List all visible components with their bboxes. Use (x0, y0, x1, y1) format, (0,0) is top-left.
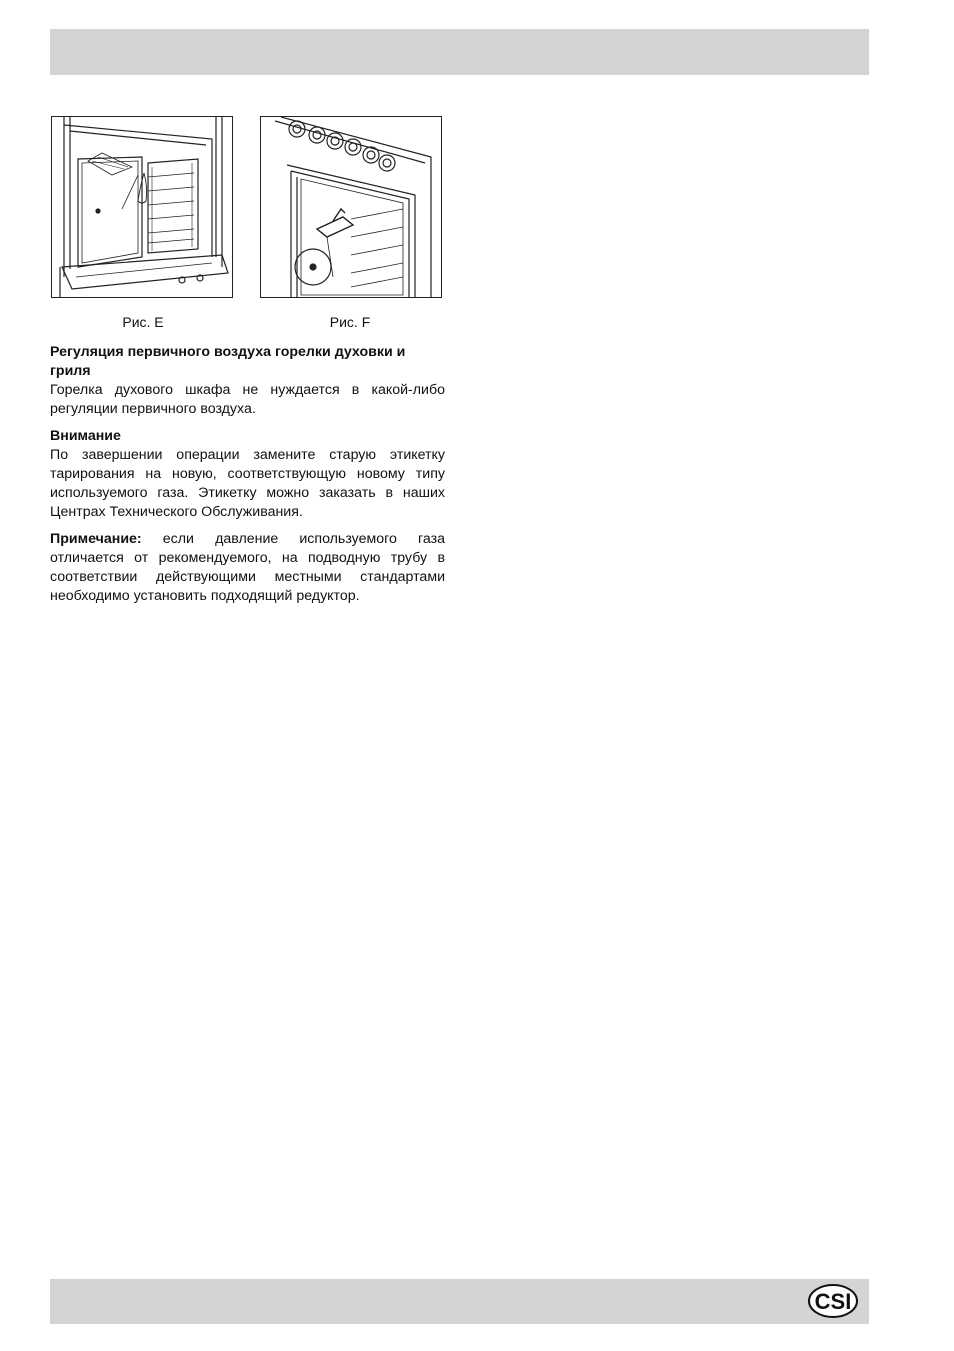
paragraph-attention: По завершении операции замените старую этикетку тарирования на новую, соответствующую новому типу используемого газа. Этикетку можно заказать в наших Центрах Технического Обслуживания. (50, 447, 445, 520)
paragraph-note (50, 530, 445, 606)
footer-bar (50, 1279, 869, 1324)
figure-e-caption: Рис. E (122, 314, 164, 330)
csi-logo (807, 1283, 859, 1319)
figure-f-oven-burner (260, 116, 442, 298)
note-label: Примечание: (50, 531, 142, 547)
main-text (50, 343, 445, 614)
note-text: если давление используемого газа отличается от рекомендуемого, на подводную трубу в соответствии действующими местными стандартами необходимо установить подходящий редуктор. (50, 531, 445, 604)
figure-f-caption: Рис. F (329, 314, 371, 330)
paragraph-primary-air: Горелка духового шкафа не нуждается в какой-либо регуляции первичного воздуха. (50, 382, 445, 417)
oven-interior-drawing-e (52, 117, 232, 297)
figure-e-oven-interior (51, 116, 233, 298)
section-heading-primary-air: Регуляция первичного воздуха горелки духовки и гриля (50, 344, 406, 379)
section-heading-attention: Внимание (50, 428, 121, 444)
csi-logo-text: CSI (814, 1289, 852, 1314)
header-bar (50, 29, 869, 75)
oven-burner-drawing-f (261, 117, 441, 297)
